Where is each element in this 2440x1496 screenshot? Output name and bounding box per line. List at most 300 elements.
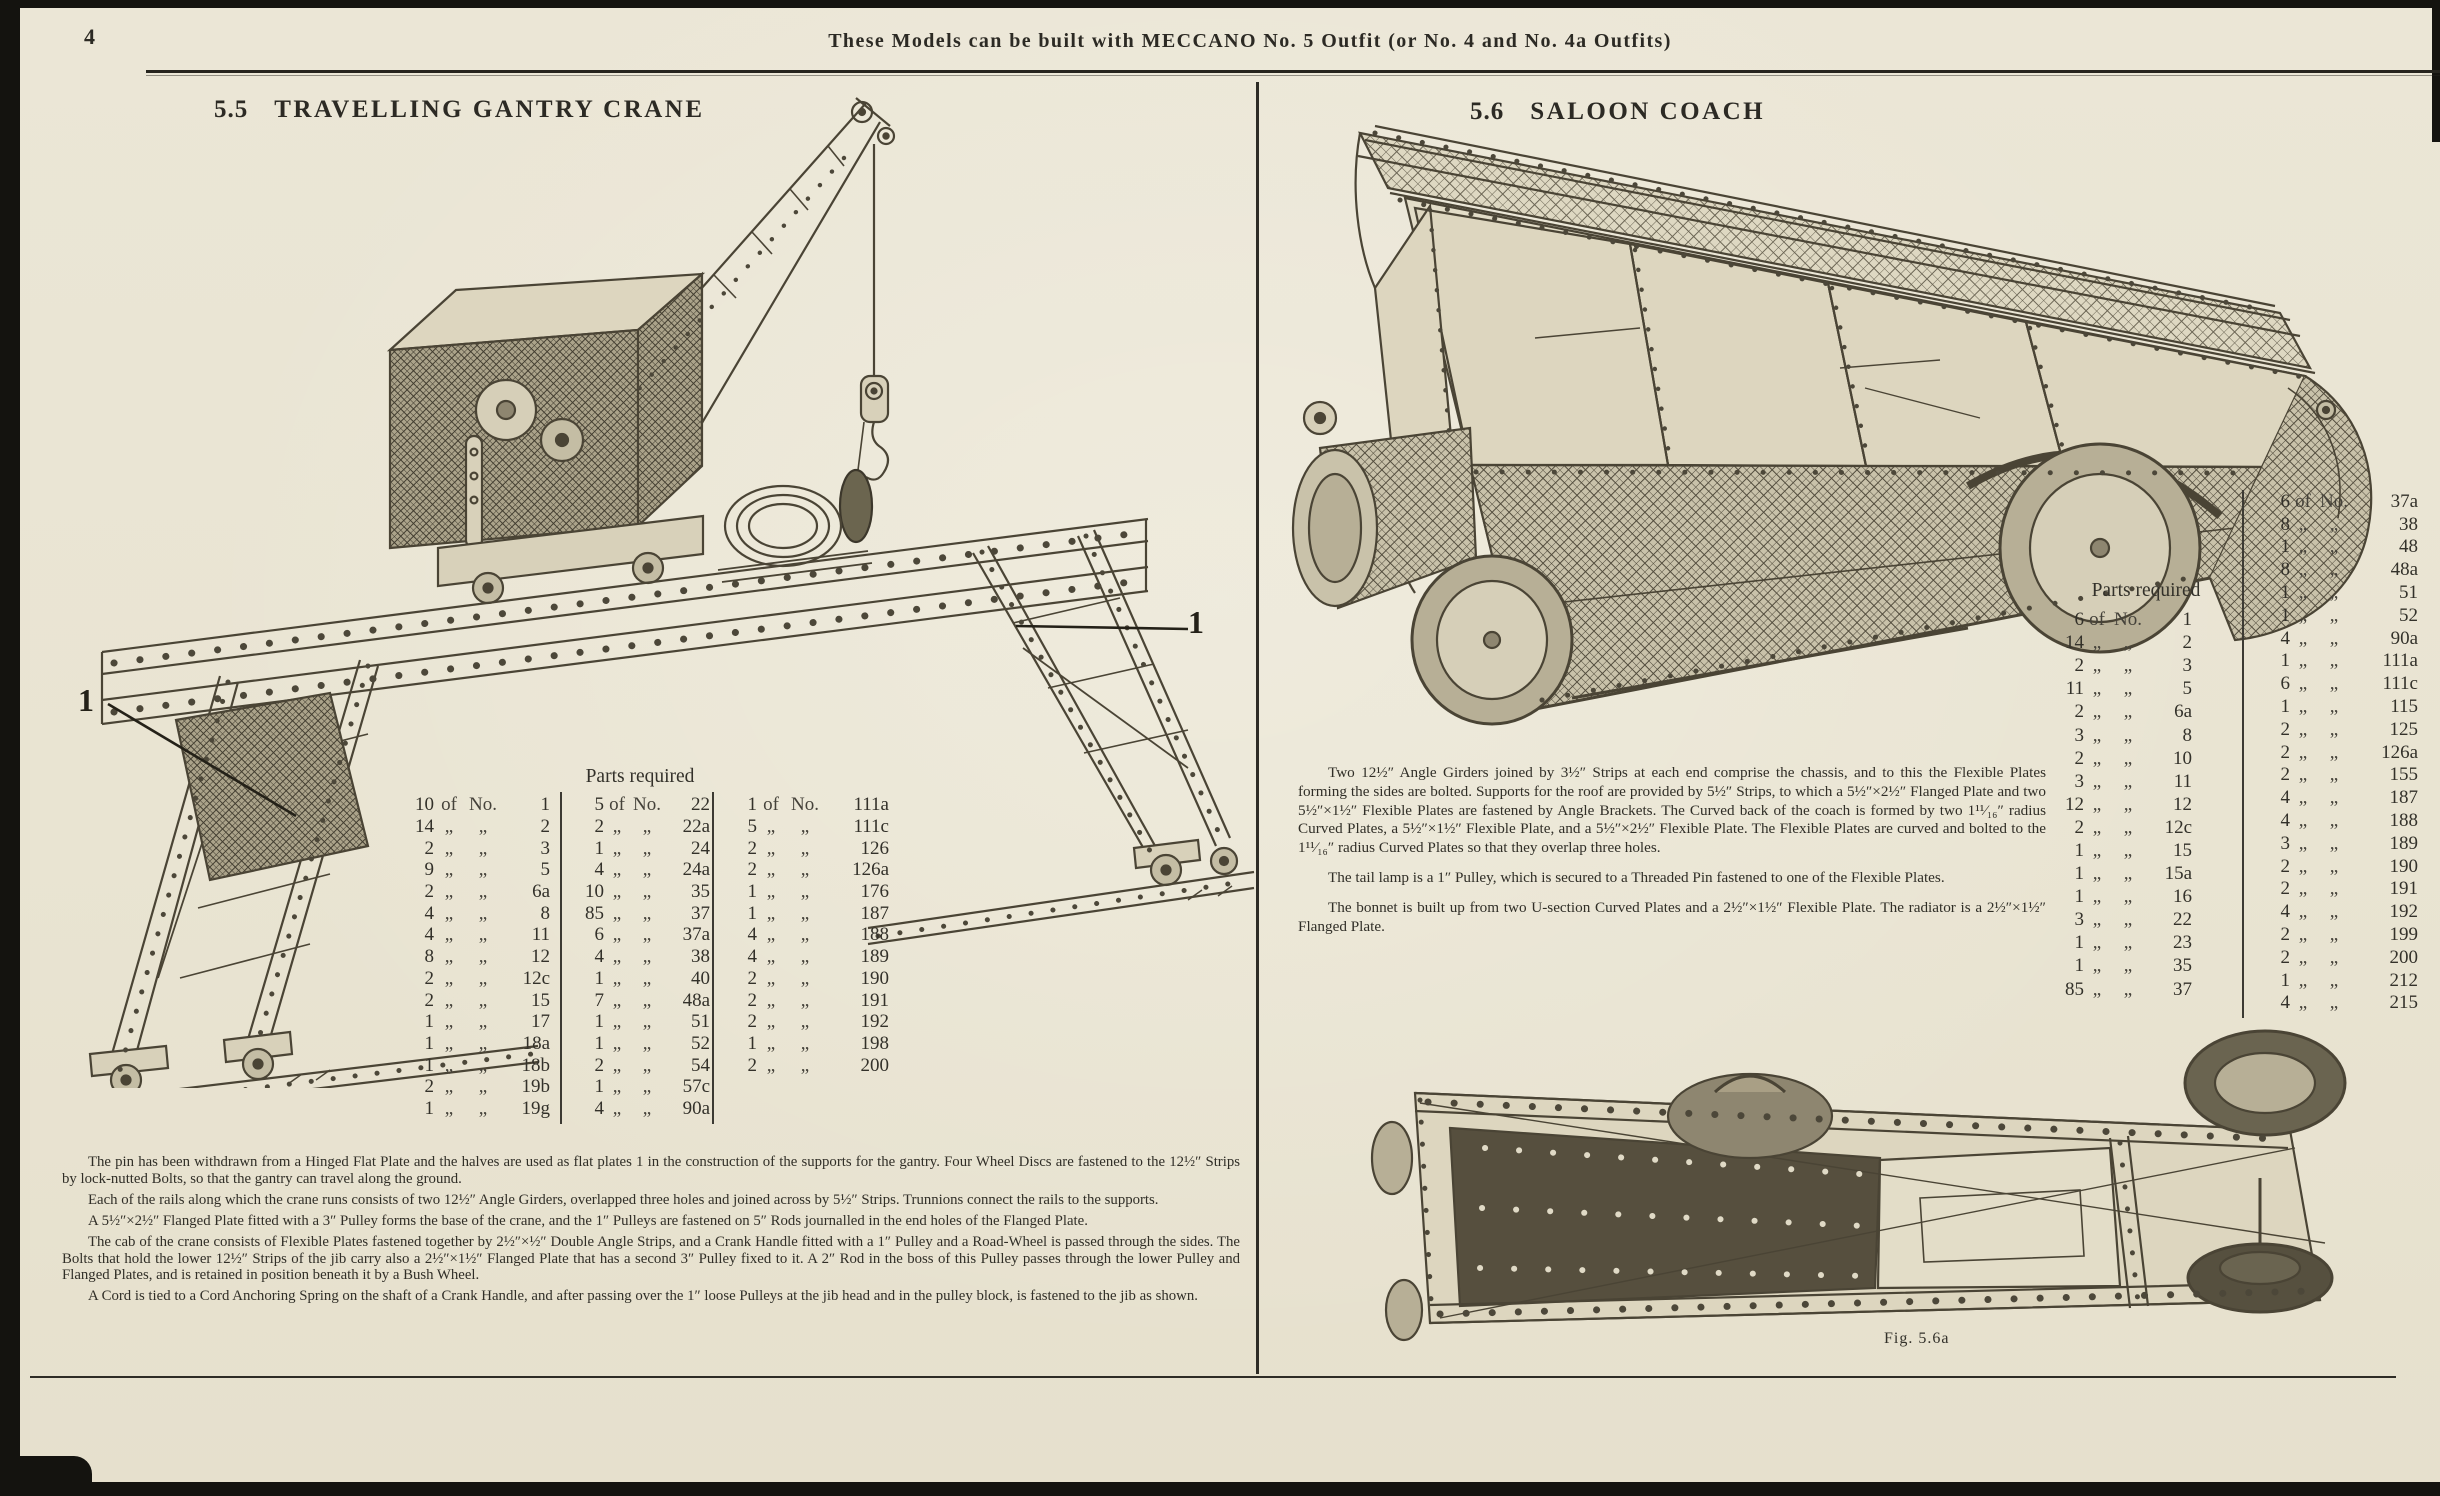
ditto-mark: „ [800,1032,810,1054]
part-quantity: 6 [2280,673,2290,695]
ditto-mark: „ [800,967,810,989]
part-quantity: 85 [585,902,604,924]
part-quantity: 2 [2280,855,2290,877]
ditto-mark: „ [2092,978,2102,1000]
parts-row [398,837,550,859]
part-quantity: 2 [594,816,604,838]
part-quantity: 1 [2074,863,2084,885]
part-quantity: 1 [424,1054,434,1076]
part-quantity: 1 [747,902,757,924]
parts-row [2260,718,2418,741]
ditto-mark: „ [2298,969,2308,991]
parts-row [727,1011,889,1033]
ditto-mark: „ [766,924,776,946]
part-quantity: 1 [594,1011,604,1033]
part-quantity: 4 [594,859,604,881]
part-number: 188 [2389,810,2418,832]
part-number: 1 [540,794,550,816]
part-number: 52 [691,1032,710,1054]
ditto-mark: „ [2329,696,2339,718]
parts-required-title-left: Parts required [585,766,695,787]
part-quantity: 2 [594,1054,604,1076]
ditto-mark: „ [2092,839,2102,861]
parts-row [398,1098,550,1120]
ditto-mark: of [441,794,457,816]
part-quantity: 4 [594,1097,604,1119]
part-number: 176 [860,881,889,903]
part-quantity: 2 [2280,878,2290,900]
part-number: 6a [2174,701,2192,723]
ditto-mark: No. [469,794,497,816]
part-quantity: 1 [594,1076,604,1098]
part-number: 188 [860,924,889,946]
ditto-mark: „ [478,1076,488,1098]
part-quantity: 2 [2074,655,2084,677]
part-number: 190 [2389,855,2418,877]
part-quantity: 2 [2280,718,2290,740]
part-number: 5 [540,859,550,881]
ditto-mark: „ [2329,627,2339,649]
ditto-mark: of [763,794,779,816]
part-quantity: 4 [2280,810,2290,832]
left-section-name: TRAVELLING GANTRY CRANE [274,96,705,123]
parts-row [2050,908,2192,931]
part-number: 11 [2173,770,2192,792]
paragraph: A 5½″×2½″ Flanged Plate fitted with a 3″ Pulley forms the base of the crane, and the 1″ Pulleys are fastened on 5″ Rods journalled in the end holes of the Flanged Plate. [88,1212,1088,1229]
parts-row [2260,900,2418,923]
ditto-mark: „ [2123,839,2133,861]
ditto-mark: „ [612,837,622,859]
part-quantity: 8 [2280,513,2290,535]
header-rule-echo [146,75,2440,76]
page-header: These Models can be built with MECCANO No. 5 Outfit (or No. 4 and No. 4a Outfits) [828,30,1672,52]
parts-row [2260,604,2418,627]
column-divider [1256,82,1259,1374]
part-number: 8 [2182,724,2192,746]
ditto-mark: „ [612,1032,622,1054]
part-quantity: 1 [2074,932,2084,954]
ditto-mark: „ [2329,741,2339,763]
part-quantity: 14 [415,816,434,838]
parts-row [727,946,889,968]
parts-row [2260,878,2418,901]
ditto-mark: No. [633,794,661,816]
ditto-mark: „ [478,837,488,859]
part-quantity: 2 [424,967,434,989]
part-number: 2 [2182,632,2192,654]
ditto-mark: „ [444,1076,454,1098]
scan-border-bottom [0,1482,2440,1496]
right-section-name: SALOON COACH [1530,98,1766,125]
ditto-mark: „ [2298,855,2308,877]
part-quantity: 1 [2074,955,2084,977]
part-number: 126a [852,859,889,881]
ditto-mark: „ [2092,701,2102,723]
ditto-mark: „ [800,924,810,946]
part-number: 111a [853,794,889,816]
part-quantity: 10 [585,881,604,903]
part-number: 24a [682,859,710,881]
ditto-mark: „ [2123,655,2133,677]
ditto-mark: „ [2298,832,2308,854]
part-number: 38 [2399,513,2418,535]
ditto-mark: „ [2329,946,2339,968]
ditto-mark: of [2295,490,2311,512]
ditto-mark: „ [2092,770,2102,792]
ditto-mark: „ [2298,582,2308,604]
ditto-mark: „ [2298,878,2308,900]
ditto-mark: „ [2329,924,2339,946]
part-quantity: 11 [2065,678,2084,700]
parts-table-right-col1 [2050,608,2192,1001]
ditto-mark: „ [642,946,652,968]
part-quantity: 4 [594,946,604,968]
parts-row [398,924,550,946]
part-quantity: 1 [747,881,757,903]
ditto-mark: „ [612,1076,622,1098]
paragraph: The pin has been withdrawn from a Hinged Flat Plate and the halves are used as flat plates 1 in the construction of the supports for the gantry. Four Wheel Discs are fastened to the 12½″ Strips by lock-nutted Bolts, so that the gantry can travel along the ground. [62,1154,1240,1187]
part-number: 3 [540,837,550,859]
parts-row [2260,627,2418,650]
parts-row [2050,723,2192,746]
part-number: 10 [2173,747,2192,769]
ditto-mark: „ [478,1011,488,1033]
part-quantity: 8 [2280,559,2290,581]
part-number: 6a [532,881,550,903]
part-number: 52 [2399,604,2418,626]
part-number: 23 [2173,932,2192,954]
ditto-mark: „ [2123,770,2133,792]
part-number: 48 [2399,536,2418,558]
parts-row [572,881,710,903]
ditto-mark: „ [478,967,488,989]
parts-row [2260,923,2418,946]
ditto-mark: „ [2298,696,2308,718]
part-quantity: 2 [747,989,757,1011]
part-number: 24 [691,837,710,859]
parts-row [572,1011,710,1033]
left-section-title [214,96,705,124]
parts-row [2050,608,2192,631]
part-number: 18a [522,1032,550,1054]
parts-row [2260,786,2418,809]
parts-row [2050,700,2192,723]
part-number: 38 [691,946,710,968]
ditto-mark: „ [444,989,454,1011]
parts-row [2260,650,2418,673]
part-quantity: 2 [424,1076,434,1098]
parts-row [572,794,710,816]
parts-row [2260,513,2418,536]
callout-1-right: 1 [1188,604,1204,640]
part-quantity: 2 [2280,946,2290,968]
ditto-mark: „ [444,924,454,946]
parts-row [572,816,710,838]
part-number: 12c [522,967,550,989]
part-quantity: 3 [2074,770,2084,792]
scan-border-corner [0,1456,92,1496]
part-number: 111c [853,816,889,838]
parts-table-right-divider [2242,490,2244,1018]
ditto-mark: „ [800,859,810,881]
part-number: 3 [2182,655,2192,677]
ditto-mark: „ [612,924,622,946]
ditto-mark: „ [2123,932,2133,954]
part-quantity: 4 [2280,992,2290,1014]
ditto-mark: „ [2298,650,2308,672]
part-quantity: 2 [2280,741,2290,763]
parts-row [727,968,889,990]
part-number: 19g [521,1097,550,1119]
ditto-mark: „ [2329,992,2339,1014]
ditto-mark: „ [2329,582,2339,604]
ditto-mark: „ [2298,513,2308,535]
paragraph: The bonnet is built up from two U-section Curved Plates and a 2½″×1½″ Flexible Plate. The radiator is a 2½″×1½″ Flanged Plate. [1298,898,2046,935]
ditto-mark: „ [612,946,622,968]
part-quantity: 12 [2065,793,2084,815]
ditto-mark: „ [800,881,810,903]
ditto-mark: „ [478,1097,488,1119]
ditto-mark: „ [2329,604,2339,626]
ditto-mark: „ [444,859,454,881]
ditto-mark: „ [2298,764,2308,786]
parts-row [2260,741,2418,764]
part-quantity: 10 [415,794,434,816]
part-number: 189 [860,946,889,968]
part-quantity: 2 [747,1054,757,1076]
part-number: 5 [2182,678,2192,700]
ditto-mark: „ [2123,793,2133,815]
parts-row [727,794,889,816]
parts-row [2050,885,2192,908]
part-quantity: 9 [424,859,434,881]
parts-row [572,924,710,946]
ditto-mark: „ [2298,604,2308,626]
ditto-mark: „ [642,881,652,903]
parts-row [2050,793,2192,816]
part-number: 48a [682,989,710,1011]
part-number: 192 [860,1011,889,1033]
parts-row [398,1033,550,1055]
part-number: 12 [531,946,550,968]
ditto-mark: „ [2329,969,2339,991]
ditto-mark: „ [766,946,776,968]
part-number: 48a [2390,559,2418,581]
part-number: 22a [682,816,710,838]
ditto-mark: „ [766,816,776,838]
part-number: 37 [691,902,710,924]
left-section-number: 5.5 [214,96,249,123]
part-number: 115 [2390,696,2418,718]
part-number: 18b [521,1054,550,1076]
part-number: 212 [2389,969,2418,991]
parts-row [727,837,889,859]
part-number: 1 [2182,609,2192,631]
part-number: 90a [682,1097,710,1119]
ditto-mark: „ [612,902,622,924]
ditto-mark: „ [642,859,652,881]
parts-row [2260,695,2418,718]
part-number: 40 [691,967,710,989]
parts-row [727,881,889,903]
ditto-mark: „ [2329,536,2339,558]
ditto-mark: „ [766,1054,776,1076]
ditto-mark: „ [766,837,776,859]
ditto-mark: „ [766,1011,776,1033]
parts-row [398,1011,550,1033]
part-number: 111c [2382,673,2418,695]
parts-row [398,989,550,1011]
part-number: 22 [2173,909,2192,931]
parts-row [2050,654,2192,677]
part-number: 16 [2173,886,2192,908]
parts-row [572,1076,710,1098]
part-number: 191 [2389,878,2418,900]
paragraph: The tail lamp is a 1″ Pulley, which is secured to a Threaded Pin fastened to one of the Flexible Plates. [1328,868,1945,886]
part-quantity: 1 [594,967,604,989]
paragraph: Two 12½″ Angle Girders joined by 3½″ Strips at each end comprise the chassis, and to this the Flexible Plates forming the sides are bolted. Supports for the roof are provided by 5½″ Strips, to which a 5½″×2½″ Flanged Plate and two 5½″×1½″ Flexible Plates are fastened by Angle Brackets. The Curved back of the coach is formed by two 1¹¹⁄₁₆″ radius Curved Plates, a 5½″×1½″ Flexible Plate, and a 5½″×2½″ Flexible Plate. The Flexible Plates are curved and bolted to the 1¹¹⁄₁₆″ radius Curved Plates so that they overlap three holes. [1298,764,2046,857]
part-quantity: 1 [424,1032,434,1054]
ditto-mark: „ [2298,901,2308,923]
right-description [1298,764,2046,947]
parts-row [572,946,710,968]
fig-caption: Fig. 5.6a [1884,1330,1950,1347]
part-quantity: 3 [2280,832,2290,854]
right-section-title [1470,98,1765,126]
part-number: 15a [2164,863,2192,885]
ditto-mark: „ [800,902,810,924]
parts-row [572,968,710,990]
part-quantity: 8 [424,946,434,968]
ditto-mark: „ [2298,673,2308,695]
paragraph: A Cord is tied to a Cord Anchoring Spring on the shaft of a Crank Handle, and after passing over the 1″ loose Pulleys at the jib head and in the pulley block, is fastened to the jib as shown. [88,1288,1198,1305]
ditto-mark: „ [642,816,652,838]
part-quantity: 2 [424,989,434,1011]
part-quantity: 4 [2280,901,2290,923]
part-quantity: 1 [2280,604,2290,626]
part-number: 35 [2173,955,2192,977]
paragraph: The cab of the crane consists of Flexible Plates fastened together by 2½″×½″ Double Angle Strips, and a Crank Handle fitted with a 1″ Pulley and a Road-Wheel is passed through the sides. The Bolts that hold the lower 12½″ Strips of the jib carry also a 2½″×1½″ Flanged Plate that has a second 3″ Pulley fixed to it. A 2″ Rod in the boss of this Pulley passes through the lower Pulley and Flanged Plates, and is retained in position beneath it by a Bush Wheel. [62,1233,1240,1284]
ditto-mark: „ [2123,678,2133,700]
part-number: 187 [2389,787,2418,809]
parts-row [2050,978,2192,1001]
ditto-mark: „ [478,1032,488,1054]
ditto-mark: „ [444,902,454,924]
part-quantity: 1 [2280,650,2290,672]
part-quantity: 2 [424,881,434,903]
part-quantity: 7 [594,989,604,1011]
parts-row [2260,992,2418,1015]
ditto-mark: No. [791,794,819,816]
ditto-mark: „ [2329,650,2339,672]
ditto-mark: „ [800,1011,810,1033]
part-number: 190 [860,967,889,989]
part-number: 215 [2389,992,2418,1014]
parts-row [2260,558,2418,581]
part-number: 12 [2173,793,2192,815]
callout-1-left: 1 [78,682,94,718]
part-quantity: 4 [2280,627,2290,649]
part-quantity: 1 [747,1032,757,1054]
parts-row [2050,747,2192,770]
parts-row [2260,809,2418,832]
ditto-mark: „ [478,881,488,903]
header-rule [146,70,2440,73]
part-quantity: 2 [747,967,757,989]
ditto-mark: „ [800,816,810,838]
ditto-mark: of [2089,609,2105,631]
parts-row [2050,770,2192,793]
part-number: 125 [2389,718,2418,740]
ditto-mark: „ [642,1076,652,1098]
ditto-mark: „ [2092,816,2102,838]
part-number: 37a [2390,490,2418,512]
ditto-mark: „ [766,1032,776,1054]
part-number: 54 [691,1054,710,1076]
ditto-mark: „ [766,989,776,1011]
parts-row [398,1076,550,1098]
ditto-mark: „ [612,1054,622,1076]
part-quantity: 1 [2280,536,2290,558]
parts-row [572,902,710,924]
ditto-mark: „ [444,967,454,989]
ditto-mark: „ [2329,787,2339,809]
parts-row [398,968,550,990]
scan-border-left [0,0,20,1496]
parts-row [398,902,550,924]
part-number: 200 [2389,946,2418,968]
part-quantity: 1 [2280,969,2290,991]
ditto-mark: of [609,794,625,816]
ditto-mark: „ [766,902,776,924]
part-quantity: 6 [594,924,604,946]
right-section-number: 5.6 [1470,98,1505,125]
ditto-mark: „ [2329,901,2339,923]
part-quantity: 5 [747,816,757,838]
parts-row [2260,581,2418,604]
ditto-mark: „ [478,902,488,924]
parts-table-left-col1 [398,794,550,1119]
ditto-mark: „ [2298,741,2308,763]
ditto-mark: „ [2298,946,2308,968]
parts-row [572,1033,710,1055]
parts-row [398,1054,550,1076]
part-quantity: 2 [2280,764,2290,786]
parts-row [398,816,550,838]
ditto-mark: „ [444,881,454,903]
ditto-mark: No. [2320,490,2348,512]
ditto-mark: „ [478,924,488,946]
part-quantity: 4 [747,946,757,968]
ditto-mark: „ [2092,863,2102,885]
ditto-mark: „ [2298,627,2308,649]
part-quantity: 6 [2074,609,2084,631]
ditto-mark: „ [2329,559,2339,581]
ditto-mark: „ [642,1032,652,1054]
ditto-mark: „ [2123,632,2133,654]
part-number: 200 [860,1054,889,1076]
ditto-mark: „ [2092,909,2102,931]
ditto-mark: „ [2092,724,2102,746]
ditto-mark: „ [2123,701,2133,723]
ditto-mark: „ [444,1011,454,1033]
part-quantity: 1 [2280,696,2290,718]
part-quantity: 5 [594,794,604,816]
part-number: 19b [521,1076,550,1098]
parts-row [572,1054,710,1076]
part-quantity: 2 [747,837,757,859]
ditto-mark: „ [2298,924,2308,946]
